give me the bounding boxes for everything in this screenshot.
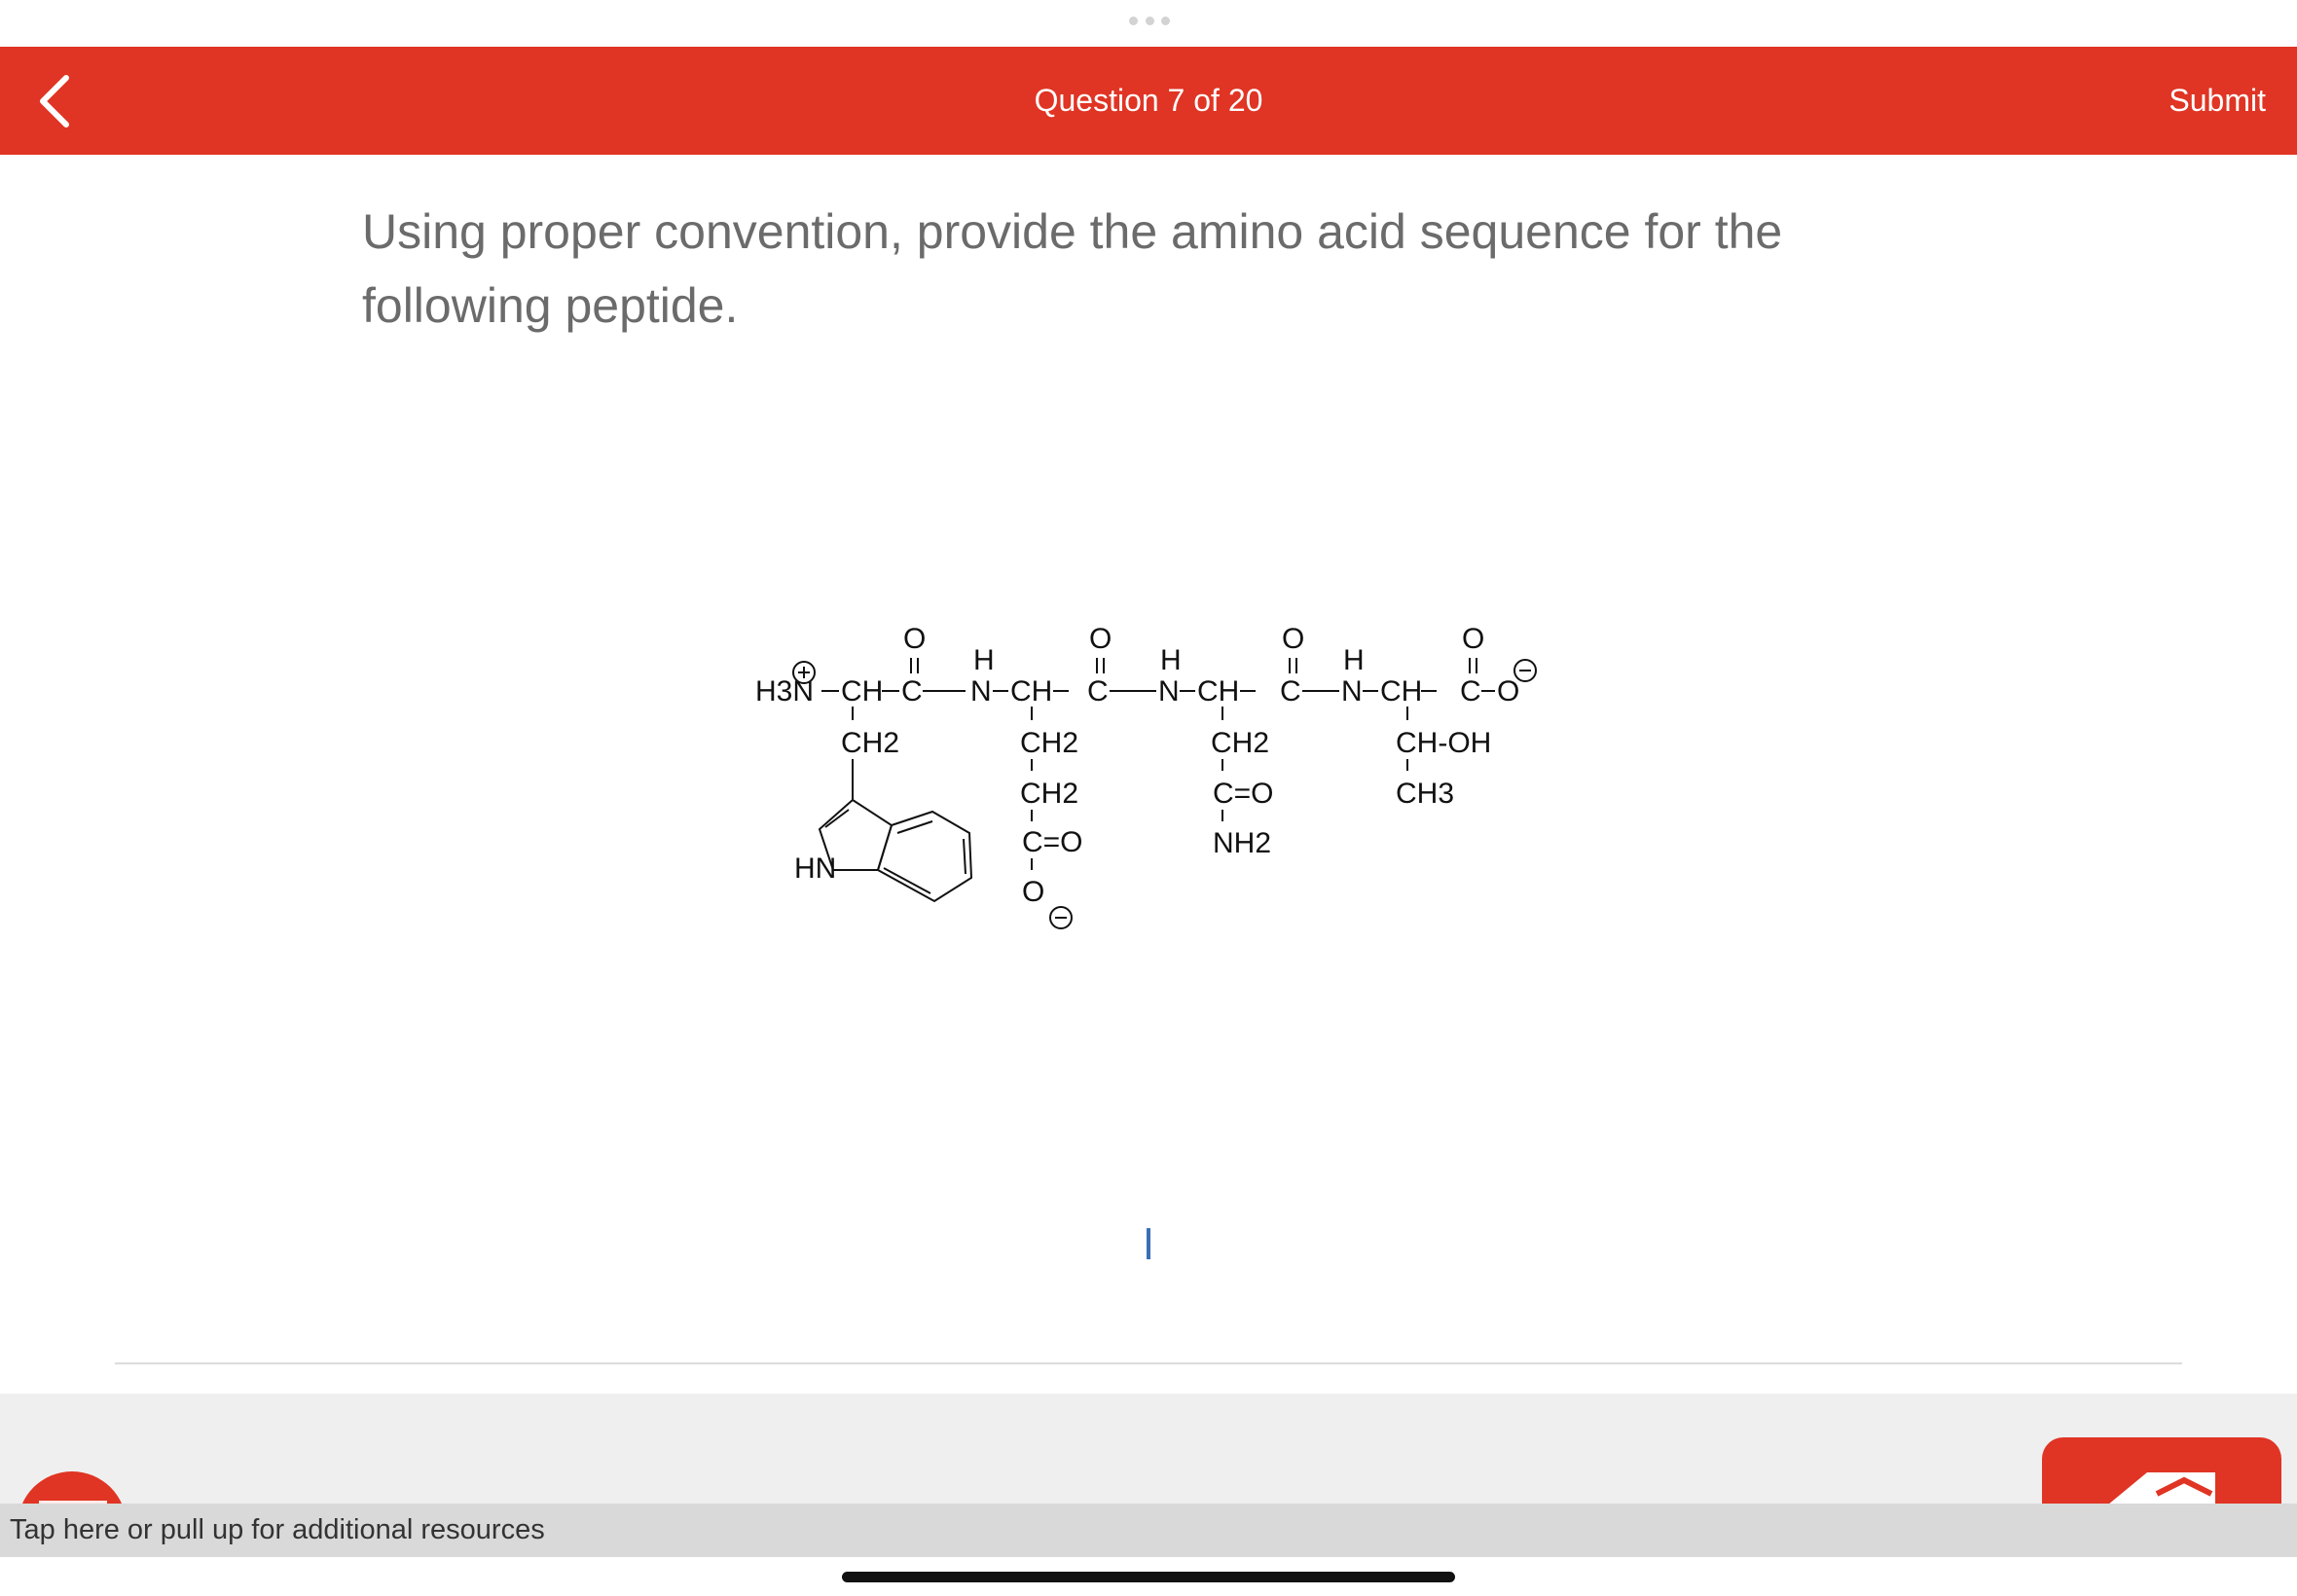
dot [1129,17,1138,25]
dot [1161,17,1170,25]
amide-h-3: H [1160,644,1182,676]
alpha-ch-4: CH [1380,675,1423,707]
carbonyl-o-3: O [1282,623,1305,655]
submit-button[interactable]: Submit [2169,83,2266,118]
carbonyl-c-1: C [901,675,923,707]
text-cursor [1147,1228,1150,1259]
amide-n-3: N [1158,675,1180,707]
alpha-ch-1: CH [841,675,884,707]
header-bar [0,47,2297,155]
glu-ch2-a: CH2 [1020,727,1079,759]
resources-bar[interactable]: Tap here or pull up for additional resources [0,1504,2297,1557]
asn-nh2: NH2 [1213,827,1272,859]
trp-ch2: CH2 [841,727,900,759]
asn-ch2: CH2 [1211,727,1270,759]
asn-co: C=O [1213,778,1274,810]
glu-co: C=O [1022,826,1083,858]
carbonyl-o-4: O [1462,623,1485,655]
alpha-ch-3: CH [1197,675,1240,707]
carbonyl-c-2: C [1087,675,1109,707]
multitask-dots[interactable] [1129,17,1170,26]
question-counter: Question 7 of 20 [1034,83,1263,118]
peptide-structure [740,613,1577,944]
question-prompt: Using proper convention, provide the amino acid sequence for the following peptide. [362,204,1783,333]
divider [115,1362,2182,1364]
dot [1146,17,1154,25]
glu-o: O [1022,876,1045,908]
h3n-group: H3N [755,675,815,707]
answer-area [0,1394,2297,1510]
carboxylate-o: O [1497,675,1520,707]
glu-ch2-b: CH2 [1020,778,1079,810]
amide-n-4: N [1341,675,1363,707]
alpha-ch-2: CH [1010,675,1053,707]
carbonyl-o-1: O [903,623,927,655]
thr-ch3: CH3 [1396,778,1455,810]
amide-n-2: N [970,675,992,707]
amide-h-4: H [1343,644,1365,676]
carbonyl-o-2: O [1089,623,1112,655]
thr-choh: CH-OH [1396,727,1492,759]
home-indicator[interactable] [842,1572,1455,1582]
trp-hn: HN [794,852,837,885]
carbonyl-c-4: C [1460,675,1481,707]
carbonyl-c-3: C [1280,675,1301,707]
amide-h-2: H [973,644,995,676]
